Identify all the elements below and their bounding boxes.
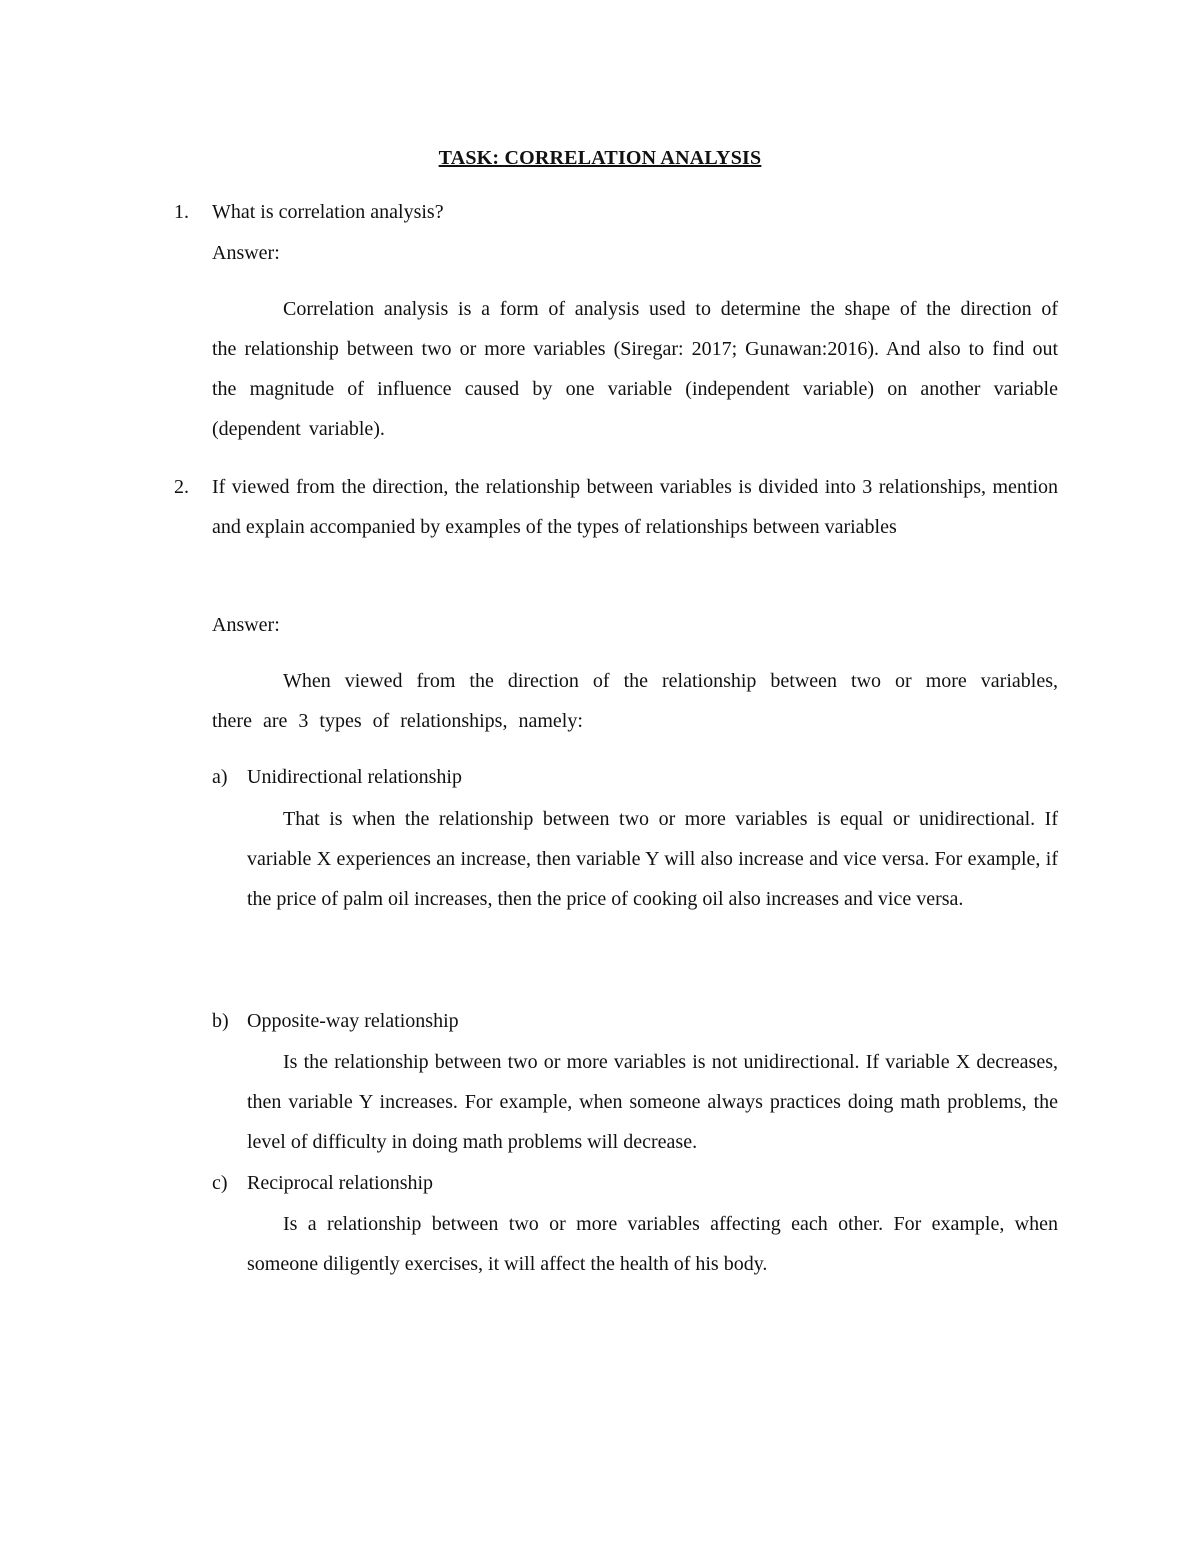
page-title: TASK: CORRELATION ANALYSIS (438, 147, 762, 169)
question-2-text: If viewed from the direction, the relationship between variables is divided into 3 relationships, mention and explain accompanied by examples of the types of relationships between variables (212, 476, 1058, 538)
item-a-heading: Unidirectional relationship (247, 766, 462, 788)
item-a-letter: a) (212, 766, 228, 788)
item-b-letter: b) (212, 1010, 229, 1032)
question-1-text: What is correlation analysis? (212, 201, 444, 223)
question-2-intro: When viewed from the direction of the relationship between two or more variables, there are 3 types of relationships, namely: (212, 670, 1058, 732)
item-a-text: That is when the relationship between two or more variables is equal or unidirectional. If variable X experiences an increase, then variable Y will also increase and vice versa. For example, if the price of palm oil increases, then the price of cooking oil also increases and vice versa. (247, 808, 1058, 910)
question-2-answer-label: Answer: (212, 614, 280, 636)
question-2-number: 2. (174, 476, 189, 498)
question-1-answer-label: Answer: (212, 242, 280, 264)
question-1-number: 1. (174, 201, 189, 223)
item-b-heading: Opposite-way relationship (247, 1010, 459, 1032)
item-c-letter: c) (212, 1172, 228, 1194)
item-c-text: Is a relationship between two or more variables affecting each other. For example, when someone diligently exercises, it will affect the health of his body. (247, 1213, 1058, 1275)
item-c-heading: Reciprocal relationship (247, 1172, 434, 1194)
item-b-text: Is the relationship between two or more variables is not unidirectional. If variable X decreases, then variable Y increases. For example, when someone always practices doing math problems, the level of difficulty in doing math problems will decrease. (247, 1051, 1058, 1153)
question-1-answer: Correlation analysis is a form of analysis used to determine the shape of the direction of the relationship between two or more variables (Siregar: 2017; Gunawan:2016). And also to find out the magnitude of influence caused by one variable (independent variable) on another variable (dependent variable). (212, 298, 1058, 440)
